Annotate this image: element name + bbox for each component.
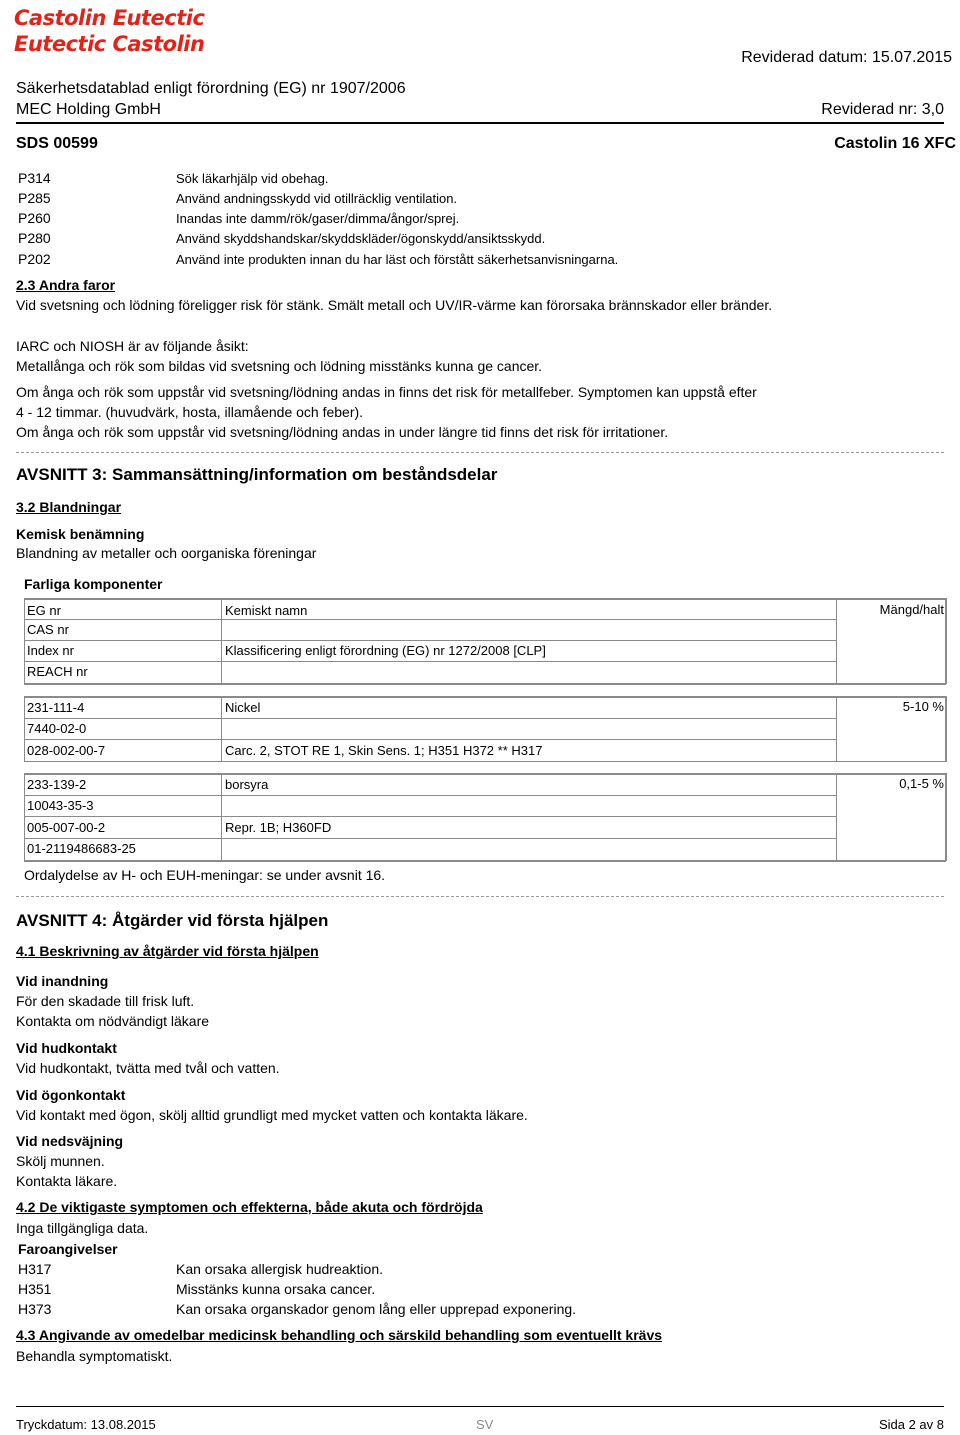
table-rule <box>24 761 946 762</box>
table-rule <box>836 696 837 762</box>
p-text: Använd skyddshandskar/skyddskläder/ögonskydd/ansiktsskydd. <box>176 231 546 246</box>
hazard-text: 4 - 12 timmar. (huvudvärk, hosta, illamående och feber). <box>16 404 364 420</box>
h-text: Misstänks kunna orsaka cancer. <box>176 1281 376 1297</box>
regulation-title: Säkerhetsdatablad enligt förordning (EG) nr 1907/2006 <box>16 80 406 97</box>
hazard-text: IARC och NIOSH är av följande åsikt: <box>16 338 249 354</box>
section-2-3-heading: 2.3 Andra faror <box>16 277 116 293</box>
ingestion-text: Kontakta läkare. <box>16 1173 118 1189</box>
company-name: MEC Holding GmbH <box>16 101 161 118</box>
cell-classification: Repr. 1B; H360FD <box>225 820 332 835</box>
h-statements-note: Ordalydelse av H- och EUH-meningar: se under avsnit 16. <box>24 867 386 883</box>
chemical-name-value: Blandning av metaller och oorganiska föreningar <box>16 545 317 561</box>
table-rule <box>24 696 946 698</box>
cell-index: 028-002-00-7 <box>27 743 106 758</box>
footer-rule <box>16 1406 944 1407</box>
col-header-eg: EG nr <box>27 603 61 618</box>
table-rule <box>24 838 836 839</box>
table-rule <box>945 773 947 861</box>
table-rule <box>221 598 222 684</box>
p-code: P314 <box>18 170 51 186</box>
section-4-2-heading: 4.2 De viktigaste symptomen och effekterna, både akuta och fördröjda <box>16 1199 483 1215</box>
h-code: H351 <box>18 1281 52 1297</box>
p-code: P285 <box>18 190 51 206</box>
cell-cas: 10043-35-3 <box>27 798 94 813</box>
skin-contact-text: Vid hudkontakt, tvätta med tvål och vatten. <box>16 1060 280 1076</box>
ingestion-label: Vid nedsväjning <box>16 1133 124 1149</box>
logo-line-1: Castolin Eutectic <box>14 6 205 30</box>
h-code: H317 <box>18 1261 52 1277</box>
p-text: Använd inte produkten innan du har läst och förstått säkerhetsanvisningarna. <box>176 252 619 267</box>
h-code: H373 <box>18 1301 52 1317</box>
cell-reach: 01-2119486683-25 <box>27 841 136 856</box>
company-logo <box>14 6 210 60</box>
hazardous-components-label: Farliga komponenter <box>24 576 163 592</box>
cell-name: borsyra <box>225 777 269 792</box>
col-header-index: Index nr <box>27 643 74 658</box>
table-rule <box>24 773 946 775</box>
table-rule <box>945 696 947 762</box>
section-4-1-heading: 4.1 Beskrivning av åtgärder vid första hjälpen <box>16 943 319 959</box>
table-rule <box>24 696 25 762</box>
table-rule <box>24 640 836 641</box>
sds-number: SDS 00599 <box>16 135 98 152</box>
page-number: Sida 2 av 8 <box>878 1417 944 1432</box>
header-rule <box>16 122 944 124</box>
col-header-cas: CAS nr <box>27 622 69 637</box>
table-rule <box>24 619 836 620</box>
p-code: P260 <box>18 210 51 226</box>
col-header-classification: Klassificering enligt förordning (EG) nr 1272/2008 [CLP] <box>225 643 546 658</box>
section-divider <box>16 452 944 453</box>
col-header-name: Kemiskt namn <box>225 603 308 618</box>
inhalation-label: Vid inandning <box>16 973 109 989</box>
eye-contact-label: Vid ögonkontakt <box>16 1087 126 1103</box>
p-text: Inandas inte damm/rök/gaser/dimma/ångor/sprej. <box>176 211 460 226</box>
table-rule <box>221 773 222 861</box>
table-rule <box>24 598 25 684</box>
p-text: Sök läkarhjälp vid obehag. <box>176 171 329 186</box>
table-rule <box>24 598 946 600</box>
revised-date: Reviderad datum: 15.07.2015 <box>741 49 952 66</box>
col-header-amount: Mängd/halt <box>879 602 944 617</box>
p-code: P280 <box>18 230 51 246</box>
table-rule <box>836 598 837 684</box>
table-rule <box>24 739 836 740</box>
eye-contact-text: Vid kontakt med ögon, skölj alltid grundligt med mycket vatten och kontakta läkare. <box>16 1107 528 1123</box>
cell-cas: 7440-02-0 <box>27 721 87 736</box>
section-divider <box>16 896 944 897</box>
treatment-text: Behandla symptomatiskt. <box>16 1348 173 1364</box>
print-date: Tryckdatum: 13.08.2015 <box>16 1417 156 1432</box>
hazard-text: Om ånga och rök som uppstår vid svetsning/lödning andas in under längre tid finns det risk för irritationer. <box>16 424 669 440</box>
p-text: Använd andningsskydd vid otillräcklig ventilation. <box>176 191 458 206</box>
cell-amount: 0,1-5 % <box>899 776 944 791</box>
cell-amount: 5-10 % <box>902 699 944 714</box>
table-rule <box>24 773 25 861</box>
cell-name: Nickel <box>225 700 261 715</box>
section-3-heading: AVSNITT 3: Sammansättning/information om beståndsdelar <box>16 465 498 484</box>
h-text: Kan orsaka organskador genom lång eller upprepad exponering. <box>176 1301 577 1317</box>
skin-contact-label: Vid hudkontakt <box>16 1040 117 1056</box>
hazard-text: Vid svetsning och lödning föreligger risk för stänk. Smält metall och UV/IR-värme kan förorsaka brännskador eller bränder. <box>16 297 773 313</box>
col-header-reach: REACH nr <box>27 664 88 679</box>
hazard-statements-label: Faroangivelser <box>18 1241 118 1257</box>
inhalation-text: Kontakta om nödvändigt läkare <box>16 1013 210 1029</box>
section-3-2-heading: 3.2 Blandningar <box>16 499 122 515</box>
logo-line-2: Eutectic Castolin <box>14 32 205 56</box>
table-rule <box>24 661 836 662</box>
section-4-3-heading: 4.3 Angivande av omedelbar medicinsk behandling och särskild behandling som eventuellt krävs <box>16 1327 663 1343</box>
cell-classification: Carc. 2, STOT RE 1, Skin Sens. 1; H351 H372 ** H317 <box>225 743 543 758</box>
table-rule <box>945 598 947 684</box>
table-rule <box>24 860 946 862</box>
table-rule <box>24 683 946 685</box>
hazard-text: Metallånga och rök som bildas vid svetsning och lödning misstänks kunna ge cancer. <box>16 358 543 374</box>
table-rule <box>24 795 836 796</box>
inhalation-text: För den skadade till frisk luft. <box>16 993 195 1009</box>
product-name: Castolin 16 XFC <box>834 135 956 152</box>
symptoms-text: Inga tillgängliga data. <box>16 1220 149 1236</box>
section-4-heading: AVSNITT 4: Åtgärder vid första hjälpen <box>16 911 329 930</box>
p-code: P202 <box>18 251 51 267</box>
cell-eg: 233-139-2 <box>27 777 87 792</box>
cell-index: 005-007-00-2 <box>27 820 106 835</box>
cell-eg: 231-111-4 <box>27 700 85 715</box>
table-rule <box>24 718 836 719</box>
table-rule <box>221 696 222 762</box>
table-rule <box>24 816 836 817</box>
h-text: Kan orsaka allergisk hudreaktion. <box>176 1261 384 1277</box>
revision-number: Reviderad nr: 3,0 <box>821 101 944 118</box>
ingestion-text: Skölj munnen. <box>16 1153 105 1169</box>
language-code: SV <box>476 1417 494 1432</box>
chemical-name-label: Kemisk benämning <box>16 526 145 542</box>
hazard-text: Om ånga och rök som uppstår vid svetsning/lödning andas in finns det risk för metallfeber. Symptomen kan uppstå efter <box>16 384 757 400</box>
table-rule <box>836 773 837 861</box>
